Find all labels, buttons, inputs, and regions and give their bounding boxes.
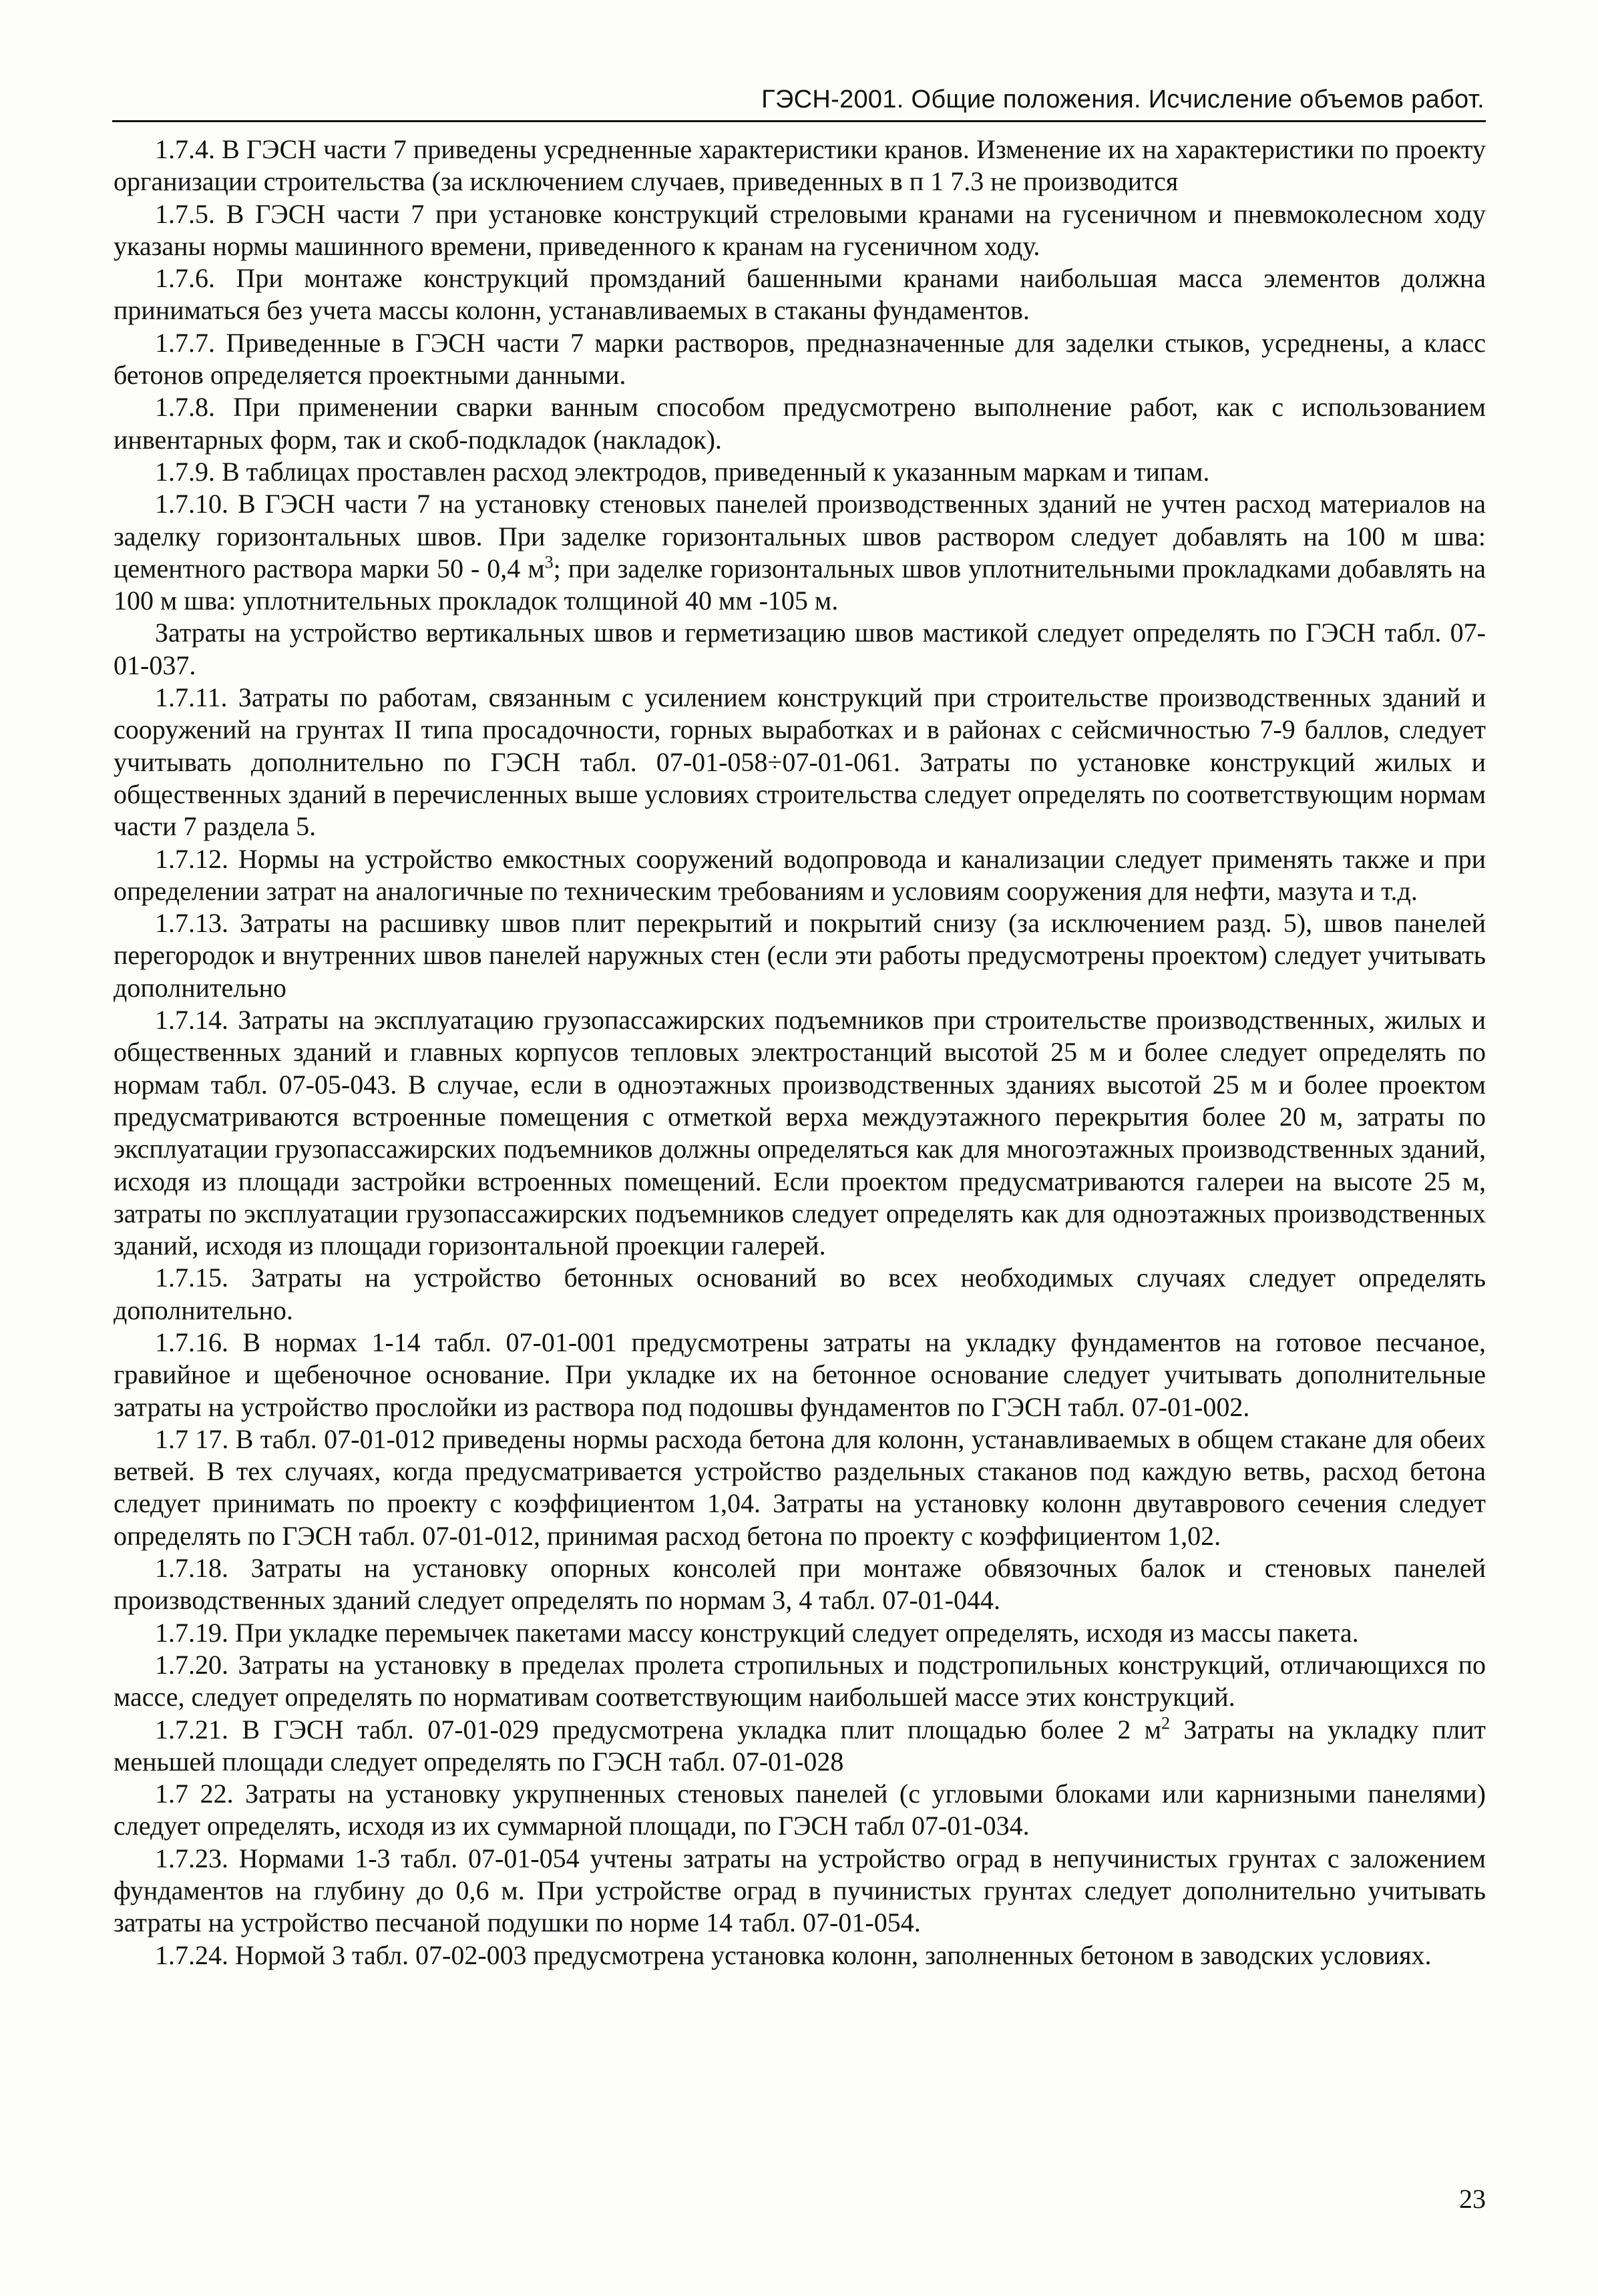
paragraph-1-7-5: 1.7.5. В ГЭСН части 7 при установке конструкций стреловыми кранами на гусеничном и пневмоколесном ходу указаны нормы машинного времени, приведенного к кранам на гусеничном ходу. [114,198,1486,261]
paragraph-1-7-4: 1.7.4. В ГЭСН части 7 приведены усредненные характеристики кранов. Изменение их на характеристики по проекту организации строительства (за исключением случаев, приведенных в п 1 7.3 не производится [114,134,1486,197]
page-number: 23 [1459,2184,1486,2214]
paragraph-1-7-23: 1.7.23. Нормами 1-3 табл. 07-01-054 учтены затраты на устройство оград в непучинистых грунтах с заложением фундаментов на глубину до 0,6 м. При устройстве оград в пучинистых грунтах следует дополнительно учитывать затраты на устройство песчаной подушки по норме 14 табл. 07-01-054. [114,1843,1486,1938]
paragraph-1-7-11: 1.7.11. Затраты по работам, связанным с усилением конструкций при строительстве производственных зданий и сооружений на грунтах II типа просадочности, горных выработках и в районах с сейсмичностью 7-9 баллов, следует учитывать дополнительно по ГЭСН табл. 07-01-058÷07-01-061. Затраты по установке конструкций жилых и общественных зданий в перечисленных выше условиях строительства следует определять по соответствующим нормам части 7 раздела 5. [114,682,1486,842]
paragraph-1-7-14: 1.7.14. Затраты на эксплуатацию грузопассажирских подъемников при строительстве производственных, жилых и общественных зданий и главных корпусов тепловых электростанций высотой 25 м и более следует определять по нормам табл. 07-05-043. В случае, если в одноэтажных производственных зданиях высотой 25 м и более проектом предусматриваются встроенные помещения с отметкой верха междуэтажного перекрытия более 20 м, затраты по эксплуатации грузопассажирских подъемников должны определяться как для многоэтажных производственных зданий, исходя из площади застройки встроенных помещений. Если проектом предусматриваются галереи на высоте 25 м, затраты по эксплуатации грузопассажирских подъемников следует определять как для одноэтажных производственных зданий, исходя из площади горизонтальной проекции галерей. [114,1005,1486,1261]
paragraph-1-7-10: 1.7.10. В ГЭСН части 7 на установку стеновых панелей производственных зданий не учтен расход материалов на заделку горизонтальных швов. При заделке горизонтальных швов раствором следует добавлять на 100 м шва: цементного раствора марки 50 - 0,4 $м^3$; при заделке горизонтальных швов уплотнительными прокладками добавлять на 100 м шва: уплотнительных прокладок толщиной 40 мм -105 м. [114,489,1486,616]
paragraph-1-7-24: 1.7.24. Нормой 3 табл. 07-02-003 предусмотрена установка колонн, заполненных бетоном в заводских условиях. [155,1939,1432,1970]
paragraph-1-7-8: 1.7.8. При применении сварки ванным способом предусмотрено выполнение работ, как с использованием инвентарных форм, так и скоб-подкладок (накладок). [114,392,1486,455]
paragraph-1-7-10-cont: Затраты на устройство вертикальных швов и герметизацию швов мастикой следует определять по ГЭСН табл. 07-01-037. [114,618,1486,680]
paragraph-1-7-18: 1.7.18. Затраты на установку опорных консолей при монтаже обвязочных балок и стеновых панелей производственных зданий следует определять по нормам 3, 4 табл. 07-01-044. [114,1553,1486,1616]
paragraph-1-7-17: 1.7 17. В табл. 07-01-012 приведены нормы расхода бетона для колонн, устанавливаемых в общем стакане для обеих ветвей. В тех случаях, когда предусматривается устройство раздельных стаканов под каждую ветвь, расход бетона следует принимать по проекту с коэффициентом 1,04. Затраты на установку колонн двутаврового сечения следует определять по ГЭСН табл. 07-01-012, принимая расход бетона по проекту с коэффициентом 1,02. [114,1423,1486,1551]
paragraph-1-7-7: 1.7.7. Приведенные в ГЭСН части 7 марки растворов, предназначенные для заделки стыков, усреднены, а класс бетонов определяется проектными данными. [114,327,1486,391]
paragraph-1-7-15: 1.7.15. Затраты на устройство бетонных оснований во всех необходимых случаях следует определять дополнительно. [114,1262,1486,1325]
running-header: ГЭСН-2001. Общие положения. Исчисление объемов работ. [761,85,1484,113]
paragraph-1-7-16: 1.7.16. В нормах 1-14 табл. 07-01-001 предусмотрены затраты на укладку фундаментов на готовое песчаное, гравийное и щебеночное основание. При укладке их на бетонное основание следует учитывать дополнительные затраты на устройство прослойки из раствора под подошвы фундаментов по ГЭСН табл. 07-01-002. [114,1327,1486,1422]
paragraph-1-7-9: 1.7.9. В таблицах проставлен расход электродов, приведенный к указанным маркам и типам. [155,456,1210,487]
paragraph-1-7-12: 1.7.12. Нормы на устройство емкостных сооружений водопровода и канализации следует применять также и при определении затрат на аналогичные по техническим требованиям и условиям сооружения для нефти, мазута и т.д. [114,843,1486,906]
paragraph-1-7-20: 1.7.20. Затраты на установку в пределах пролета стропильных и подстропильных конструкций, отличающихся по массе, следует определять по нормативам соответствующим наибольшей массе этих конструкций. [114,1649,1486,1712]
header-rule [112,120,1486,122]
paragraph-1-7-6: 1.7.6. При монтаже конструкций промзданий башенными кранами наибольшая масса элементов должна приниматься без учета массы колонн, устанавливаемых в стаканы фундаментов. [114,263,1486,326]
paragraph-1-7-22: 1.7 22. Затраты на установку укрупненных стеновых панелей (с угловыми блоками или карнизными панелями) следует определять, исходя из их суммарной площади, по ГЭСН табл 07-01-034. [114,1779,1486,1841]
paragraph-1-7-21: 1.7.21. В ГЭСН табл. 07-01-029 предусмотрена укладка плит площадью более 2 $м^2$ Затраты на укладку плит меньшей площади следует определять по ГЭСН табл. 07-01-028 [114,1713,1486,1777]
paragraph-1-7-19: 1.7.19. При укладке перемычек пакетами массу конструкций следует определять, исходя из массы пакета. [155,1617,1359,1648]
paragraph-1-7-13: 1.7.13. Затраты на расшивку швов плит перекрытий и покрытий снизу (за исключением разд. 5), швов панелей перегородок и внутренних швов панелей наружных стен (если эти работы предусмотрены проектом) следует учитывать дополнительно [114,908,1486,1003]
body-text [114,134,1486,1972]
